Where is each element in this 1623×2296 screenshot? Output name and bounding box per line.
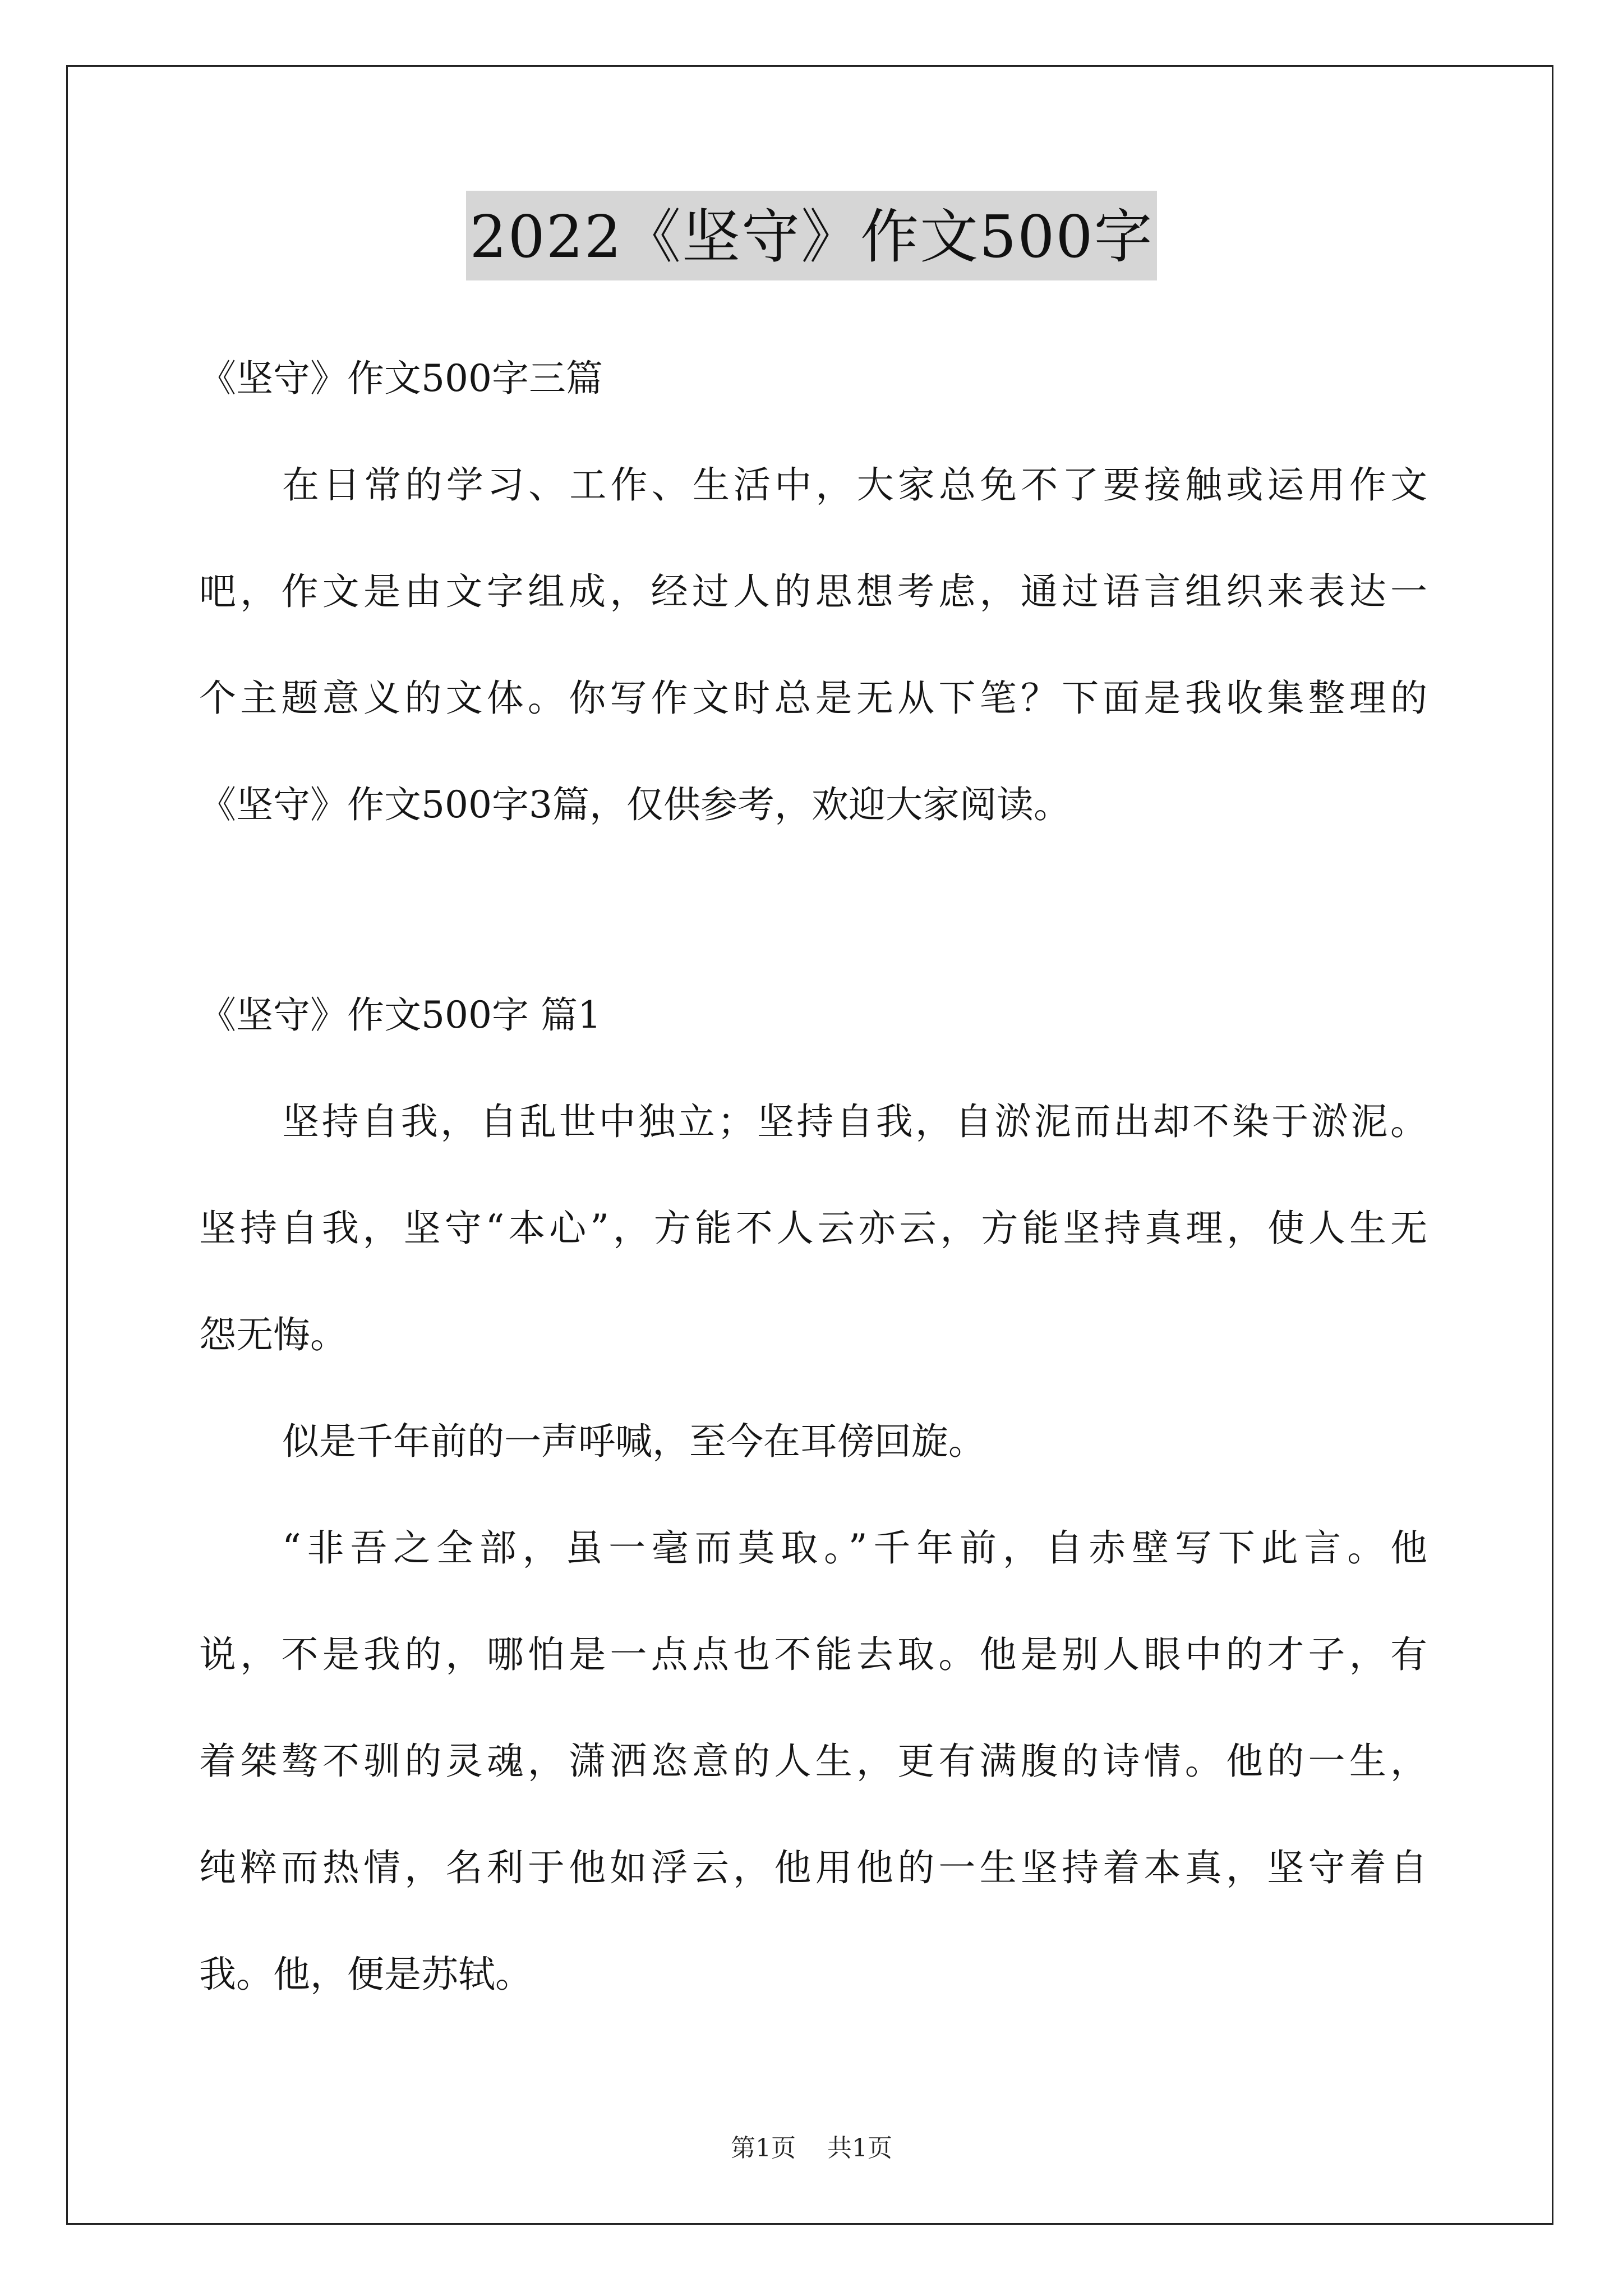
para3-line-4: 纯粹而热情，名利于他如浮云，他用他的一生坚持着本真，坚守着自 (199, 1846, 1427, 1889)
para2-line-1: 似是千年前的一声呼喊，至今在耳傍回旋。 (282, 1420, 985, 1463)
subtitle: 《坚守》作文500字三篇 (199, 357, 603, 400)
title-block (0, 191, 1623, 280)
intro-line-1: 在日常的学习、工作、生活中，大家总免不了要接触或运用作文 (282, 463, 1427, 507)
para3-line-2: 说，不是我的，哪怕是一点点也不能去取。他是别人眼中的才子，有 (199, 1633, 1427, 1676)
page-footer (0, 2132, 1623, 2165)
para3-line-3: 着桀骜不驯的灵魂，潇洒恣意的人生，更有满腹的诗情。他的一生， (199, 1740, 1427, 1783)
document-title: 2022《坚守》作文500字 (466, 191, 1156, 280)
page-number-current: 第1页 (731, 2134, 796, 2162)
para3-line-1: “非吾之全部，虽一毫而莫取。”千年前，自赤壁写下此言。他 (282, 1526, 1427, 1570)
section-heading: 《坚守》作文500字 篇1 (199, 993, 601, 1037)
para3-line-5: 我。他，便是苏轼。 (199, 1953, 532, 1996)
para1-line-2: 坚持自我，坚守“本心”，方能不人云亦云，方能坚持真理，使人生无 (199, 1207, 1427, 1250)
page-number-total: 共1页 (827, 2134, 892, 2162)
intro-line-3: 个主题意义的文体。你写作文时总是无从下笔？下面是我收集整理的 (199, 677, 1427, 720)
intro-line-4: 《坚守》作文500字3篇，仅供参考，欢迎大家阅读。 (199, 783, 1071, 826)
para1-line-3: 怨无悔。 (199, 1313, 347, 1356)
intro-line-2: 吧，作文是由文字组成，经过人的思想考虑，通过语言组织来表达一 (199, 570, 1427, 613)
para1-line-1: 坚持自我，自乱世中独立；坚持自我，自淤泥而出却不染于淤泥。 (282, 1100, 1427, 1143)
